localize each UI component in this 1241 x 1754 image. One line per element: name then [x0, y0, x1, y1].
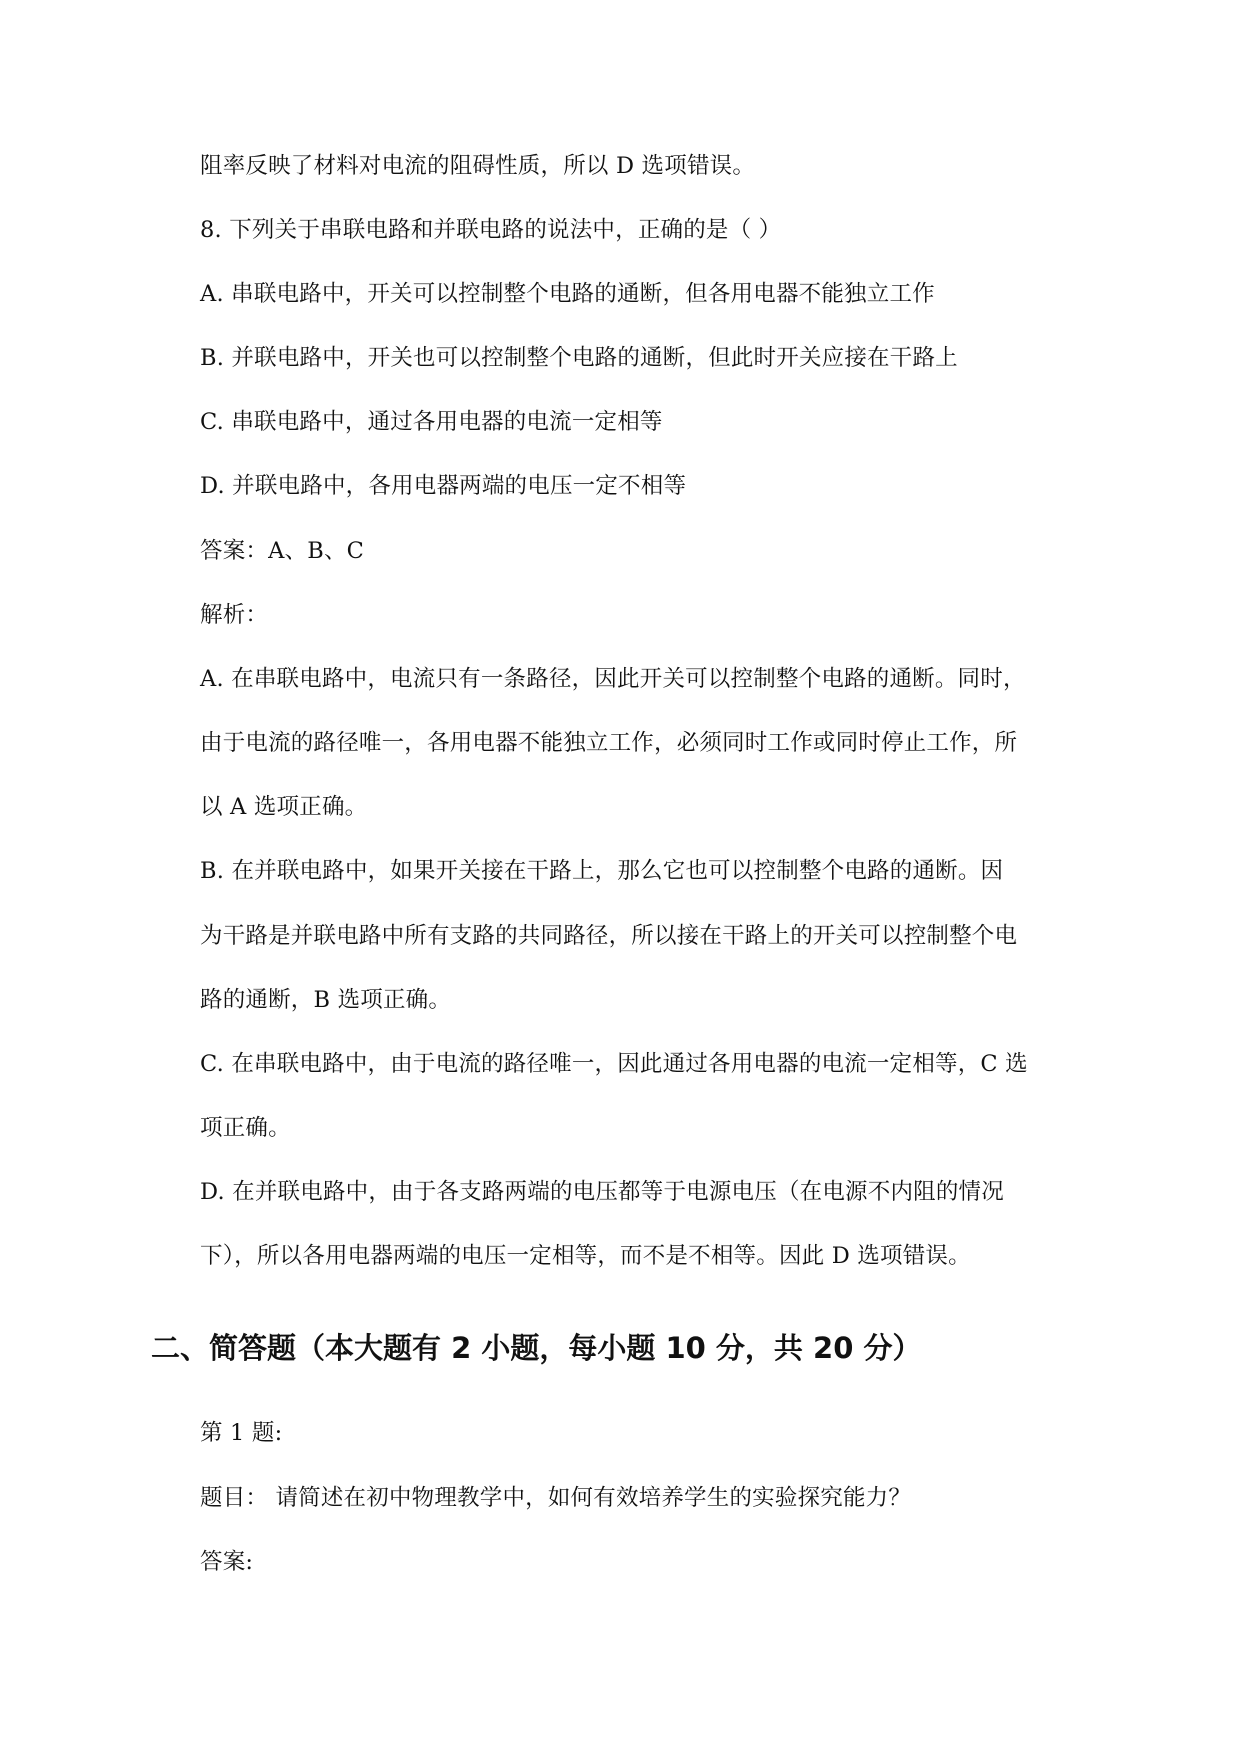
option-d: D. 并联电路中，各用电器两端的电压一定不相等	[200, 473, 687, 499]
analysis-line: B. 在并联电路中，如果开关接在干路上，那么它也可以控制整个电路的通断。因	[200, 858, 1004, 884]
section-heading: 二、简答题（本大题有 2 小题，每小题 10 分，共 20 分）	[151, 1331, 922, 1365]
analysis-line: 路的通断，B 选项正确。	[200, 987, 452, 1013]
answer-line: 答案：A、B、C	[200, 538, 365, 564]
analysis-line: C. 在串联电路中，由于电流的路径唯一，因此通过各用电器的电流一定相等，C 选	[200, 1051, 1028, 1077]
question-8-stem: 8. 下列关于串联电路和并联电路的说法中，正确的是（ ）	[200, 217, 782, 243]
analysis-line: 由于电流的路径唯一，各用电器不能独立工作，必须同时工作或同时停止工作，所	[200, 730, 1018, 756]
question-prompt: 题目： 请简述在初中物理教学中，如何有效培养学生的实验探究能力？	[200, 1485, 912, 1511]
analysis-line: A. 在串联电路中，电流只有一条路径，因此开关可以控制整个电路的通断。同时，	[200, 666, 1026, 692]
analysis-line: 下），所以各用电器两端的电压一定相等，而不是不相等。因此 D 选项错误。	[200, 1243, 971, 1269]
analysis-line: 以 A 选项正确。	[200, 794, 368, 820]
analysis-label: 解析：	[200, 602, 269, 628]
analysis-line: 项正确。	[200, 1115, 291, 1141]
option-c: C. 串联电路中，通过各用电器的电流一定相等	[200, 409, 663, 435]
analysis-line: D. 在并联电路中，由于各支路两端的电压都等于电源电压（在电源不内阻的情况	[200, 1179, 1004, 1205]
answer-label: 答案:	[200, 1549, 254, 1575]
question-number: 第 1 题:	[200, 1420, 283, 1446]
option-b: B. 并联电路中，开关也可以控制整个电路的通断，但此时开关应接在干路上	[200, 345, 958, 371]
analysis-line: 为干路是并联电路中所有支路的共同路径，所以接在干路上的开关可以控制整个电	[200, 923, 1018, 949]
option-a: A. 串联电路中，开关可以控制整个电路的通断，但各用电器不能独立工作	[200, 281, 935, 307]
paragraph-line: 阻率反映了材料对电流的阻碍性质，所以 D 选项错误。	[200, 153, 756, 179]
